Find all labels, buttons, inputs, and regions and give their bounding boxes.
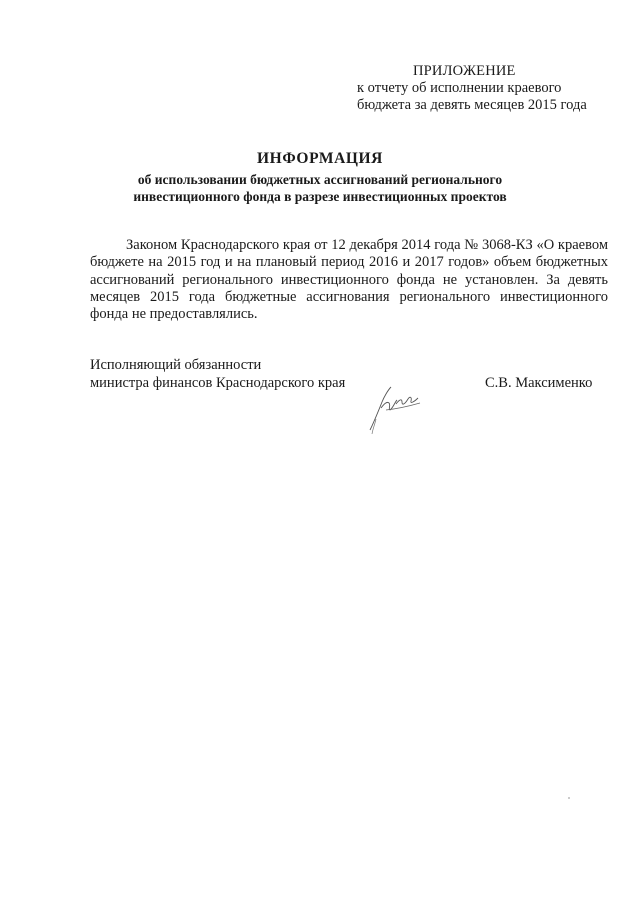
signatory-position-line-2: министра финансов Краснодарского края <box>90 375 346 391</box>
document-title: ИНФОРМАЦИЯ <box>257 150 383 167</box>
scan-speck <box>568 797 570 799</box>
signatory-position <box>90 356 345 392</box>
signatory-name: С.В. Максименко <box>485 375 593 391</box>
appendix-block <box>357 63 617 114</box>
title-block <box>80 150 560 205</box>
subtitle-line-2: инвестиционного фонда в разрезе инвестиционных проектов <box>133 189 507 204</box>
signatory-position-line-1: Исполняющий обязанности <box>90 357 262 373</box>
appendix-heading: ПРИЛОЖЕНИЕ <box>413 63 516 79</box>
document-subtitle <box>80 171 560 205</box>
handwritten-signature <box>360 378 430 436</box>
appendix-line-1: к отчету об исполнении краевого <box>357 80 562 96</box>
appendix-line-2: бюджета за девять месяцев 2015 года <box>357 97 587 113</box>
body-paragraph: Законом Краснодарского края от 12 декабря 2014 года № 3068-КЗ «О краевом бюджете на 2015 год и на плановый период 2016 и 2017 годов» объем бюджетных ассигнований регионального инвестиционного фонда не установлен. За девять месяцев 2015 года бюджетные ассигнования регионального инвестиционного фонда не предоставлялись. <box>90 237 608 323</box>
subtitle-line-1: об использовании бюджетных ассигнований регионального <box>137 172 503 187</box>
